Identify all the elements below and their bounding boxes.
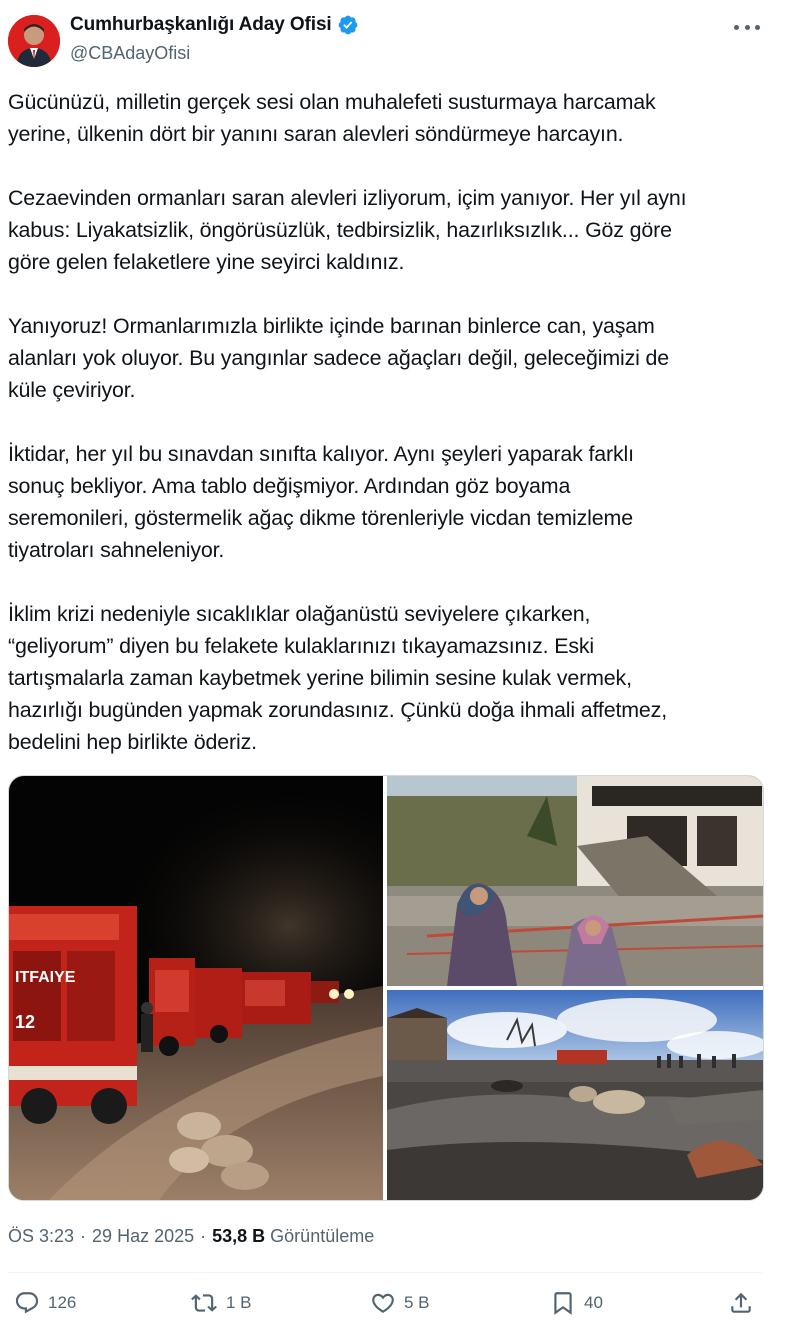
share-icon (728, 1290, 754, 1316)
tweet-paragraph: İklim krizi nedeniyle sıcaklıklar olağanüstü seviyelere çıkarken, “geliyorum” diyen bu felakete kulaklarınızı tıkayamazsınız. Eski tartışmalarla zaman kaybetmek yerine bilimin sesine kulak vermek, hazırlığı bugünden yapmak zorundasınız. Çünkü doğa ihmali affetmez, bedelini hep birlikte öderiz. (8, 602, 668, 754)
heart-icon (370, 1290, 396, 1316)
truck-label: ITFAIYE (15, 969, 76, 986)
author-handle[interactable]: @CBAdayOfisi (70, 43, 191, 63)
photo-burned-village[interactable] (387, 990, 763, 1200)
views-label: Görüntüleme (270, 1226, 375, 1246)
truck-number: 12 (15, 1012, 36, 1032)
reply-count: 126 (48, 1293, 77, 1312)
avatar[interactable] (8, 15, 60, 67)
photo-fire-trucks-night[interactable] (9, 776, 383, 1200)
retweet-button[interactable] (190, 1290, 252, 1316)
tweet-meta (8, 1226, 374, 1247)
tweet-paragraph: Cezaevinden ormanları saran alevleri izliyorum, içim yanıyor. Her yıl aynı kabus: Liyakatsizlik, öngörüsüzlük, tedbirsizlik, hazırlıksızlık... Göz göre göre gelen felaketlere yine seyirci kaldınız. (8, 186, 687, 274)
share-button[interactable] (728, 1290, 754, 1316)
views-count: 53,8 B (212, 1226, 266, 1246)
retweet-count: 1 B (226, 1293, 252, 1312)
meta-separator: · (200, 1226, 207, 1246)
author-display-name[interactable]: Cumhurbaşkanlığı Aday Ofisi (70, 14, 332, 35)
tweet-paragraph: Yanıyoruz! Ormanlarımızla birlikte içinde barınan binlerce can, yaşam alanları yok oluyor. Bu yangınlar sadece ağaçları değil, geleceğimizi de küle çeviriyor. (8, 314, 670, 402)
bookmark-button[interactable] (550, 1290, 603, 1316)
verified-badge-icon[interactable] (337, 14, 359, 36)
bookmark-icon (550, 1290, 576, 1316)
retweet-icon (190, 1290, 218, 1316)
media-grid (8, 775, 764, 1201)
dot (755, 25, 760, 30)
tweet-time[interactable]: ÖS 3:23 (8, 1226, 75, 1246)
action-bar (0, 1290, 790, 1322)
dot (734, 25, 739, 30)
more-options-icon[interactable] (734, 16, 760, 38)
bookmark-count: 40 (584, 1293, 603, 1312)
like-count: 5 B (404, 1293, 430, 1312)
tweet-paragraph: Gücünüzü, milletin gerçek sesi olan muhalefeti susturmaya harcamak yerine, ülkenin dört bir yanını saran alevleri söndürmeye harcayın. (8, 90, 656, 146)
meta-separator: · (80, 1226, 87, 1246)
tweet-text (8, 86, 768, 758)
author-name-row[interactable] (70, 14, 359, 36)
photo-women-burned-house[interactable] (387, 776, 763, 986)
tweet-paragraph: İktidar, her yıl bu sınavdan sınıfta kalıyor. Aynı şeyleri yaparak farklı sonuç bekliyor. Ama tablo değişmiyor. Ardından göz boyama seremonileri, göstermelik ağaç dikme törenleriyle vicdan temizleme tiyatroları sahneleniyor. (8, 442, 634, 562)
like-button[interactable] (370, 1290, 430, 1316)
divider (8, 1272, 762, 1273)
dot (745, 25, 750, 30)
tweet-date[interactable]: 29 Haz 2025 (92, 1226, 195, 1246)
reply-icon (14, 1290, 40, 1316)
reply-button[interactable] (14, 1290, 76, 1316)
